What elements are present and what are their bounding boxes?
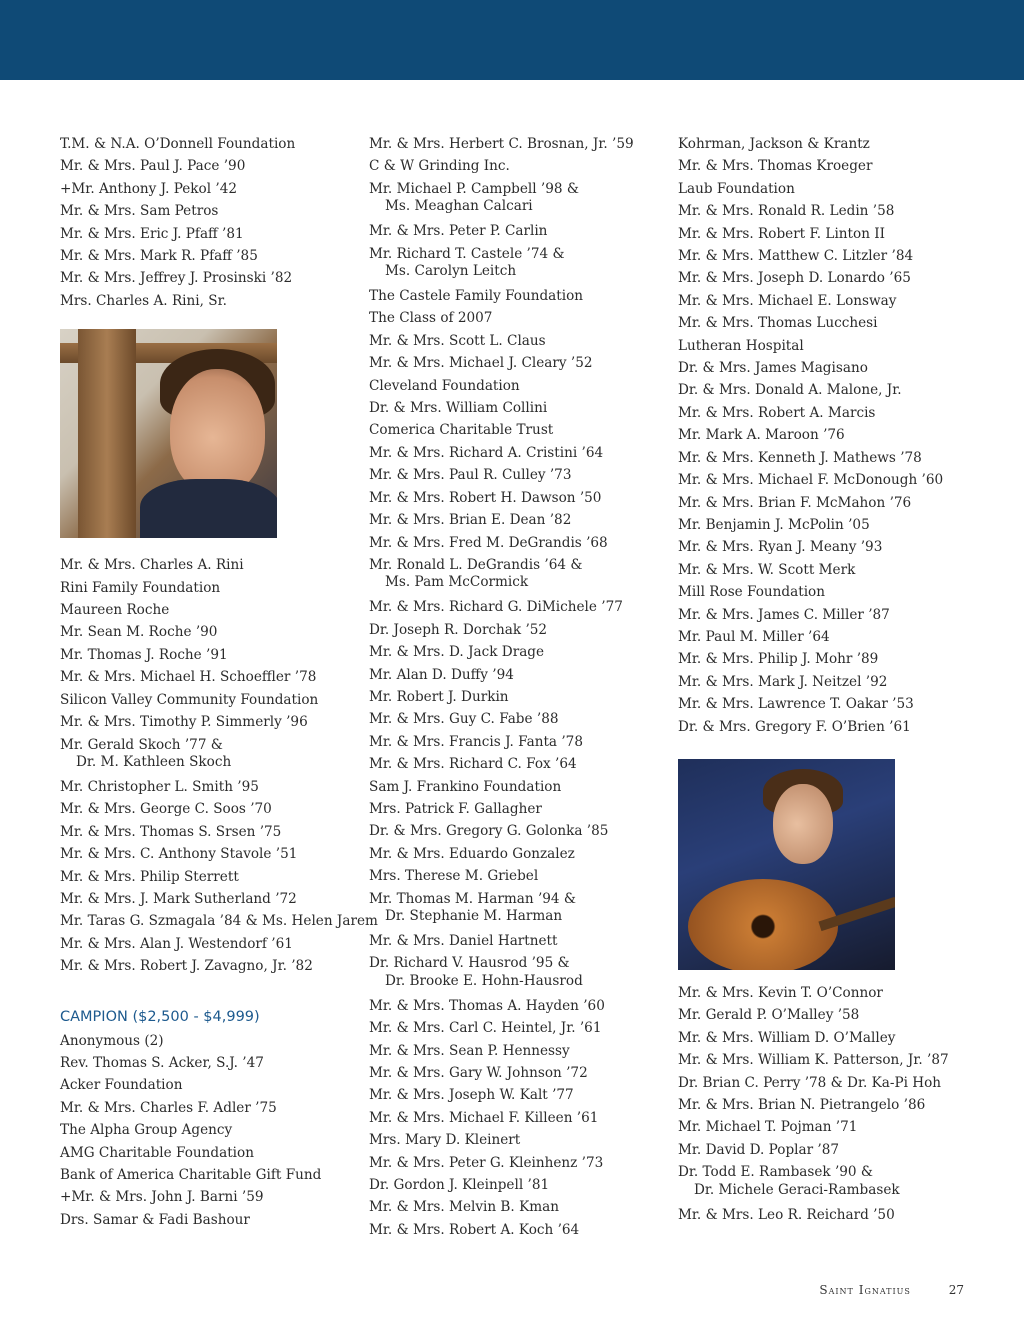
donor-entry: Mr. & Mrs. Paul R. Culley ’73 — [369, 467, 572, 484]
donor-entry: Mr. & Mrs. William D. O’Malley — [678, 1029, 896, 1046]
donor-entry: Mr. & Mrs. Charles A. Rini — [60, 557, 244, 574]
donor-column-1 — [60, 133, 378, 1231]
donor-entry: Mr. & Mrs. Richard G. DiMichele ’77 — [369, 599, 623, 616]
donor-entry: +Mr. & Mrs. John J. Barni ’59 — [60, 1189, 264, 1206]
donor-entry — [369, 888, 669, 925]
donor-list-campion — [60, 1030, 360, 1232]
donor-entry: Maureen Roche — [60, 602, 170, 619]
donor-entry-line: Mr. Ronald L. DeGrandis ’64 & — [369, 556, 583, 573]
donor-entry: T.M. & N.A. O’Donnell Foundation — [60, 136, 296, 152]
donor-entry-line: Mr. Michael P. Campbell ’98 & — [369, 180, 579, 197]
donor-entry: Mr. & Mrs. William K. Patterson, Jr. ’87 — [678, 1052, 949, 1069]
donor-entry-line: Dr. Todd E. Rambasek ’90 & — [678, 1164, 873, 1181]
donor-entry — [369, 952, 669, 989]
donor-entry: Mr. & Mrs. Fred M. DeGrandis ’68 — [369, 534, 608, 551]
donor-column-2 — [369, 133, 669, 1241]
donor-entry: Anonymous (2) — [60, 1032, 164, 1049]
donor-entry: Mr. & Mrs. C. Anthony Stavole ’51 — [60, 846, 298, 863]
donor-entry: Rini Family Foundation — [60, 579, 221, 596]
donor-entry: Mr. Alan D. Duffy ’94 — [369, 666, 514, 683]
donor-list-col1-top — [60, 133, 360, 312]
donor-entry: Mr. & Mrs. Alan J. Westendorf ’61 — [60, 935, 293, 952]
donor-entry — [369, 554, 669, 591]
donor-entry: AMG Charitable Foundation — [60, 1144, 254, 1161]
donor-entry: Mr. Paul M. Miller ’64 — [678, 628, 830, 645]
donor-entry: Mr. & Mrs. D. Jack Drage — [369, 644, 545, 661]
donor-list-col1-mid — [60, 554, 378, 977]
donor-entry-line: Dr. Richard V. Hausrod ’95 & — [369, 955, 570, 972]
donor-entry: Comerica Charitable Trust — [369, 422, 554, 439]
donor-entry: Mr. & Mrs. Joseph D. Lonardo ’65 — [678, 270, 911, 287]
donor-entry: Mr. & Mrs. Peter P. Carlin — [369, 223, 548, 240]
donor-entry: Mr. & Mrs. Richard A. Cristini ’64 — [369, 444, 604, 461]
donor-entry — [369, 178, 669, 215]
donor-entry-line: Mr. Richard T. Castele ’74 & — [369, 245, 565, 262]
donor-entry: Mr. & Mrs. Eduardo Gonzalez — [369, 845, 575, 862]
donor-column-3 — [678, 133, 978, 1226]
donor-entry: Mr. & Mrs. Gary W. Johnson ’72 — [369, 1065, 588, 1082]
donor-entry: Mr. & Mrs. Robert A. Koch ’64 — [369, 1221, 580, 1238]
page-number: 27 — [948, 1283, 964, 1297]
donor-entry: Mr. & Mrs. Charles F. Adler ’75 — [60, 1099, 277, 1116]
donor-entry: Mr. & Mrs. Ronald R. Ledin ’58 — [678, 203, 895, 220]
donor-entry: The Castele Family Foundation — [369, 288, 584, 305]
donor-entry — [60, 734, 360, 771]
donor-entry: Mr. & Mrs. Robert J. Zavagno, Jr. ’82 — [60, 958, 313, 975]
donor-entry: Mr. Michael T. Pojman ’71 — [678, 1119, 858, 1136]
donor-entry: Mr. & Mrs. Peter G. Kleinhenz ’73 — [369, 1154, 604, 1171]
donor-entry: Mr. & Mrs. Melvin B. Kman — [369, 1199, 559, 1216]
donor-entry: Mr. & Mrs. Scott L. Claus — [369, 332, 546, 349]
donor-entry: Mr. & Mrs. Eric J. Pfaff ’81 — [60, 225, 244, 242]
donor-entry: Mr. & Mrs. Jeffrey J. Prosinski ’82 — [60, 270, 293, 287]
donor-entry: Mr. & Mrs. Daniel Hartnett — [369, 933, 558, 949]
student-crucifix-photo — [60, 329, 277, 538]
donor-entry: Mr. Taras G. Szmagala ’84 & Ms. Helen Jarem — [60, 913, 378, 930]
donor-entry: +Mr. Anthony J. Pekol ’42 — [60, 180, 238, 197]
donor-entry: Mill Rose Foundation — [678, 584, 825, 601]
donor-entry: Dr. & Mrs. Gregory F. O’Brien ’61 — [678, 718, 911, 735]
donor-entry: Mr. & Mrs. Sam Petros — [60, 203, 219, 220]
donor-entry: Mr. & Mrs. Brian F. McMahon ’76 — [678, 494, 912, 511]
donor-entry — [369, 243, 669, 280]
donor-entry: Lutheran Hospital — [678, 337, 804, 354]
header-band — [0, 0, 1024, 80]
donor-entry: Kohrman, Jackson & Krantz — [678, 136, 870, 152]
donor-entry: Mrs. Patrick F. Gallagher — [369, 800, 542, 817]
donor-entry: Mr. David D. Poplar ’87 — [678, 1141, 840, 1158]
donor-entry-line-2: Ms. Meaghan Calcari — [385, 198, 533, 215]
donor-entry: Mr. & Mrs. Michael J. Cleary ’52 — [369, 355, 593, 372]
donor-entry: Mr. & Mrs. Brian N. Pietrangelo ’86 — [678, 1097, 926, 1113]
donor-entry-line: Mr. Gerald Skoch ’77 & — [60, 736, 223, 753]
donor-entry: Sam J. Frankino Foundation — [369, 778, 562, 795]
donor-entry: Mr. & Mrs. Brian E. Dean ’82 — [369, 512, 572, 529]
donor-entry: Dr. Joseph R. Dorchak ’52 — [369, 621, 548, 638]
donor-entry: Mr. & Mrs. Robert H. Dawson ’50 — [369, 489, 602, 506]
donor-entry-line: Mr. Thomas M. Harman ’94 & — [369, 890, 576, 907]
campion-heading: CAMPION ($2,500 - $4,999) — [60, 1008, 260, 1025]
donor-entry: Dr. & Mrs. William Collini — [369, 400, 548, 417]
donor-entry: Mr. & Mrs. Francis J. Fanta ’78 — [369, 733, 583, 750]
donor-entry: Silicon Valley Community Foundation — [60, 691, 319, 708]
donor-entry: Mr. Benjamin J. McPolin ’05 — [678, 516, 870, 533]
donor-entry: Mr. & Mrs. Sean P. Hennessy — [369, 1042, 570, 1059]
donor-entry: Laub Foundation — [678, 180, 795, 197]
publication-name: Saint Ignatius — [819, 1283, 911, 1297]
donor-entry: Mr. & Mrs. Thomas A. Hayden ’60 — [369, 997, 605, 1014]
donor-entry: The Class of 2007 — [369, 310, 493, 327]
donor-entry: Mr. & Mrs. J. Mark Sutherland ’72 — [60, 890, 297, 907]
donor-list-col3-bottom — [678, 982, 978, 1226]
donor-entry: Mr. & Mrs. Thomas Kroeger — [678, 158, 873, 175]
donor-entry: Mr. Sean M. Roche ’90 — [60, 624, 218, 641]
donor-entry-line-2: Dr. Stephanie M. Harman — [385, 908, 563, 924]
donor-entry: Mr. & Mrs. Thomas S. Srsen ’75 — [60, 823, 282, 840]
donor-entry — [678, 1161, 978, 1198]
donor-entry: Mr. & Mrs. James C. Miller ’87 — [678, 606, 890, 623]
donor-entry: Mr. & Mrs. Michael E. Lonsway — [678, 292, 897, 309]
donor-entry-line-2: Dr. Michele Geraci-Rambasek — [694, 1181, 900, 1198]
donor-entry: Mr. & Mrs. Michael H. Schoeffler ’78 — [60, 669, 317, 686]
donor-entry: Dr. & Mrs. Donald A. Malone, Jr. — [678, 382, 902, 399]
donor-entry: Mr. Robert J. Durkin — [369, 688, 509, 705]
donor-entry: Dr. Brian C. Perry ’78 & Dr. Ka-Pi Hoh — [678, 1074, 942, 1091]
donor-entry: Mr. & Mrs. Michael F. Killeen ’61 — [369, 1109, 599, 1126]
donor-entry: Mrs. Mary D. Kleinert — [369, 1132, 521, 1149]
donor-entry-line-2: Dr. M. Kathleen Skoch — [76, 753, 232, 770]
donor-entry: Mr. & Mrs. Guy C. Fabe ’88 — [369, 711, 559, 728]
donor-entry: Mr. & Mrs. Ryan J. Meany ’93 — [678, 539, 883, 556]
donor-entry: Bank of America Charitable Gift Fund — [60, 1167, 322, 1183]
donor-entry: Mr. & Mrs. Carl C. Heintel, Jr. ’61 — [369, 1020, 602, 1037]
donor-entry: Mrs. Therese M. Griebel — [369, 868, 539, 885]
donor-entry: Mr. Gerald P. O’Malley ’58 — [678, 1007, 860, 1024]
donor-entry: Mr. & Mrs. Robert F. Linton II — [678, 225, 886, 242]
donor-list-col3-top — [678, 133, 978, 738]
donor-entry: Mr. & Mrs. Kenneth J. Mathews ’78 — [678, 449, 922, 466]
donor-entry: Mr. & Mrs. Paul J. Pace ’90 — [60, 158, 246, 175]
donor-entry: Mr. & Mrs. Herbert C. Brosnan, Jr. ’59 — [369, 136, 634, 152]
donor-entry: Mr. & Mrs. Richard C. Fox ’64 — [369, 756, 577, 773]
donor-entry: Dr. & Mrs. Gregory G. Golonka ’85 — [369, 823, 609, 840]
donor-entry: The Alpha Group Agency — [60, 1122, 233, 1139]
donor-entry: Mr. & Mrs. Timothy P. Simmerly ’96 — [60, 714, 308, 731]
donor-entry-line-2: Ms. Pam McCormick — [385, 574, 529, 591]
donor-entry: Mr. & Mrs. Philip J. Mohr ’89 — [678, 651, 879, 668]
donor-entry: Dr. Gordon J. Kleinpell ’81 — [369, 1177, 550, 1194]
donor-entry: Mr. Christopher L. Smith ’95 — [60, 778, 259, 795]
donor-entry: Acker Foundation — [60, 1077, 183, 1094]
donor-entry: Mr. & Mrs. W. Scott Merk — [678, 561, 856, 578]
donor-entry-line-2: Ms. Carolyn Leitch — [385, 263, 517, 280]
donor-entry: Drs. Samar & Fadi Bashour — [60, 1211, 250, 1228]
student-guitar-photo — [678, 759, 895, 970]
donor-entry: Rev. Thomas S. Acker, S.J. ’47 — [60, 1054, 264, 1071]
donor-entry: C & W Grinding Inc. — [369, 158, 510, 175]
donor-entry: Mr. & Mrs. George C. Soos ’70 — [60, 801, 272, 818]
donor-entry: Mr. & Mrs. Leo R. Reichard ’50 — [678, 1206, 895, 1223]
donor-entry: Mr. & Mrs. Mark J. Neitzel ’92 — [678, 673, 888, 690]
donor-entry: Mr. & Mrs. Robert A. Marcis — [678, 404, 876, 421]
donor-entry: Mr. & Mrs. Lawrence T. Oakar ’53 — [678, 696, 914, 713]
donor-entry: Mr. & Mrs. Thomas Lucchesi — [678, 315, 878, 332]
donor-entry: Mr. & Mrs. Mark R. Pfaff ’85 — [60, 248, 258, 265]
donor-entry: Mr. Thomas J. Roche ’91 — [60, 646, 228, 663]
donor-list-col2 — [369, 133, 669, 1241]
donor-entry: Mr. & Mrs. Kevin T. O’Connor — [678, 984, 883, 1001]
donor-entry: Mr. & Mrs. Michael F. McDonough ’60 — [678, 472, 944, 489]
donor-entry: Mr. & Mrs. Joseph W. Kalt ’77 — [369, 1087, 574, 1104]
donor-entry-line-2: Dr. Brooke E. Hohn-Hausrod — [385, 972, 583, 989]
donor-entry: Dr. & Mrs. James Magisano — [678, 360, 868, 377]
donor-entry: Mr. Mark A. Maroon ’76 — [678, 427, 845, 444]
page-footer — [819, 1283, 964, 1297]
donor-entry: Cleveland Foundation — [369, 377, 520, 394]
donor-entry: Mr. & Mrs. Philip Sterrett — [60, 868, 239, 885]
donor-entry: Mrs. Charles A. Rini, Sr. — [60, 292, 227, 309]
donor-entry: Mr. & Mrs. Matthew C. Litzler ’84 — [678, 248, 914, 265]
